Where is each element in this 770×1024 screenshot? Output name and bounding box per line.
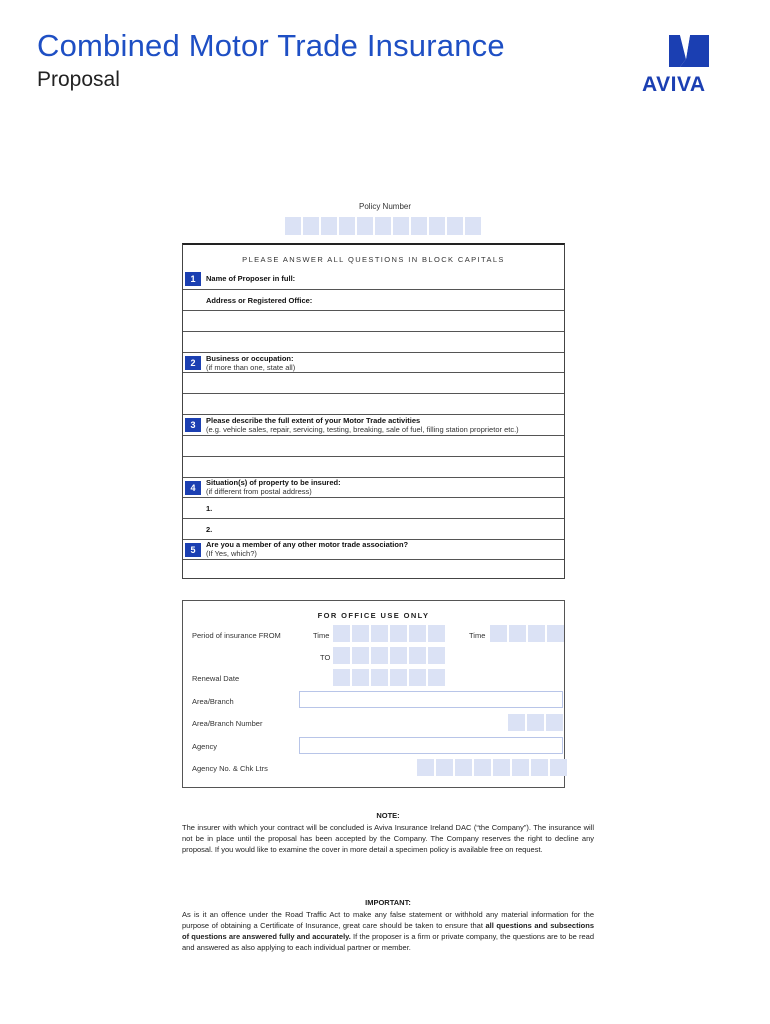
period-from-label: Period of insurance FROM bbox=[192, 631, 281, 640]
from-date-boxes[interactable] bbox=[333, 625, 445, 642]
renewal-date-label: Renewal Date bbox=[192, 674, 240, 683]
number-box[interactable] bbox=[550, 759, 567, 776]
date-box[interactable] bbox=[428, 625, 445, 642]
date-box[interactable] bbox=[371, 625, 388, 642]
number-box[interactable] bbox=[512, 759, 529, 776]
number-box[interactable] bbox=[531, 759, 548, 776]
question-4-hint: (if different from postal address) bbox=[206, 487, 312, 496]
date-box[interactable] bbox=[409, 647, 426, 664]
answer-line[interactable] bbox=[183, 435, 564, 436]
date-box[interactable] bbox=[409, 669, 426, 686]
number-box[interactable] bbox=[493, 759, 510, 776]
answer-line[interactable] bbox=[183, 456, 564, 457]
policy-number-box[interactable] bbox=[411, 217, 427, 235]
question-number-badge: 4 bbox=[185, 481, 201, 495]
proposal-form bbox=[182, 243, 565, 579]
area-branch-label: Area/Branch bbox=[192, 697, 234, 706]
time-boxes[interactable] bbox=[490, 625, 564, 642]
renewal-date-boxes[interactable] bbox=[333, 669, 445, 686]
date-box[interactable] bbox=[390, 625, 407, 642]
number-box[interactable] bbox=[417, 759, 434, 776]
answer-line[interactable] bbox=[183, 393, 564, 394]
date-box[interactable] bbox=[333, 625, 350, 642]
area-branch-field[interactable] bbox=[299, 691, 563, 708]
area-branch-number-label: Area/Branch Number bbox=[192, 719, 263, 728]
area-branch-number-boxes[interactable] bbox=[508, 714, 563, 731]
policy-number-boxes[interactable] bbox=[285, 217, 481, 235]
answer-line[interactable] bbox=[183, 559, 564, 560]
policy-number-box[interactable] bbox=[375, 217, 391, 235]
date-box[interactable] bbox=[390, 669, 407, 686]
date-box[interactable] bbox=[352, 625, 369, 642]
question-number-badge: 1 bbox=[185, 272, 201, 286]
number-box[interactable] bbox=[546, 714, 563, 731]
number-box[interactable] bbox=[474, 759, 491, 776]
policy-number-box[interactable] bbox=[465, 217, 481, 235]
policy-number-box[interactable] bbox=[429, 217, 445, 235]
agency-number-label: Agency No. & Chk Ltrs bbox=[192, 764, 268, 773]
address-label: Address or Registered Office: bbox=[206, 296, 313, 305]
page-title: Combined Motor Trade Insurance bbox=[37, 28, 505, 63]
important-text-end: If the proposer is a firm or private company, the questions are to be read and answered as also applying to each individual partner or member. bbox=[182, 932, 595, 952]
answer-line[interactable] bbox=[183, 331, 564, 332]
question-1-label: Name of Proposer in full: bbox=[206, 274, 296, 283]
question-5-hint: (If Yes, which?) bbox=[206, 549, 257, 558]
question-2-hint: (if more than one, state all) bbox=[206, 363, 296, 372]
number-box[interactable] bbox=[508, 714, 525, 731]
number-box[interactable] bbox=[455, 759, 472, 776]
question-number-badge: 2 bbox=[185, 356, 201, 370]
question-number-badge: 5 bbox=[185, 543, 201, 557]
answer-line[interactable] bbox=[183, 310, 564, 311]
date-box[interactable] bbox=[409, 625, 426, 642]
answer-line[interactable] bbox=[183, 289, 564, 290]
policy-number-box[interactable] bbox=[285, 217, 301, 235]
page-subtitle: Proposal bbox=[37, 68, 120, 91]
answer-line[interactable] bbox=[183, 352, 564, 353]
question-4-label: Situation(s) of property to be insured: bbox=[206, 478, 341, 487]
important-heading: IMPORTANT: bbox=[365, 898, 411, 907]
policy-number-box[interactable] bbox=[393, 217, 409, 235]
time-box[interactable] bbox=[528, 625, 545, 642]
question-3-label: Please describe the full extent of your Motor Trade activities bbox=[206, 416, 421, 425]
answer-line[interactable] bbox=[183, 414, 564, 415]
date-box[interactable] bbox=[333, 647, 350, 664]
policy-number-box[interactable] bbox=[339, 217, 355, 235]
date-box[interactable] bbox=[352, 669, 369, 686]
to-date-boxes[interactable] bbox=[333, 647, 445, 664]
number-box[interactable] bbox=[436, 759, 453, 776]
question-2-label: Business or occupation: bbox=[206, 354, 294, 363]
question-5-label: Are you a member of any other motor trade association? bbox=[206, 540, 409, 549]
date-box[interactable] bbox=[428, 647, 445, 664]
important-text-bold: all questions and subsections of questions are answered fully and accurately. bbox=[182, 921, 594, 941]
answer-line[interactable] bbox=[183, 518, 564, 519]
note-text: The insurer with which your contract will be concluded is Aviva Insurance Ireland DAC (“the Company”). The insurance will not be in place until the proposal has been accepted by the Company. The Company reserves the right to decline any proposal. If you would like to examine the cover in more detail a specimen policy is available free on request. bbox=[182, 823, 594, 854]
aviva-logo bbox=[640, 33, 738, 95]
date-box[interactable] bbox=[371, 669, 388, 686]
important-text bbox=[182, 909, 594, 953]
period-to-label: TO bbox=[320, 653, 331, 662]
number-box[interactable] bbox=[527, 714, 544, 731]
situation-item-1: 1. bbox=[206, 504, 213, 513]
aviva-logo-icon bbox=[667, 33, 711, 69]
agency-label: Agency bbox=[192, 742, 218, 751]
time-from-label: Time bbox=[313, 631, 330, 640]
policy-number-box[interactable] bbox=[321, 217, 337, 235]
agency-field[interactable] bbox=[299, 737, 563, 754]
important-text-start: As is it an offence under the Road Traffic Act to make any false statement or withhold any material information for the purpose of obtaining a Certificate of Insurance, great care should be taken to ensure that bbox=[182, 910, 594, 930]
date-box[interactable] bbox=[428, 669, 445, 686]
answer-line[interactable] bbox=[183, 497, 564, 498]
note-heading: NOTE: bbox=[376, 811, 400, 820]
answer-line[interactable] bbox=[183, 372, 564, 373]
date-box[interactable] bbox=[390, 647, 407, 664]
question-number-badge: 3 bbox=[185, 418, 201, 432]
form-heading: PLEASE ANSWER ALL QUESTIONS IN BLOCK CAPITALS bbox=[242, 255, 505, 264]
date-box[interactable] bbox=[333, 669, 350, 686]
aviva-logo-wordmark: AVIVA bbox=[642, 73, 706, 96]
policy-number-box[interactable] bbox=[357, 217, 373, 235]
question-3-hint: (e.g. vehicle sales, repair, servicing, testing, breaking, sale of fuel, filling station proprietor etc.) bbox=[206, 425, 519, 434]
policy-number-label: Policy Number bbox=[358, 202, 411, 211]
time-box[interactable] bbox=[509, 625, 526, 642]
time-to-label: Time bbox=[469, 631, 486, 640]
office-use-panel bbox=[182, 600, 565, 788]
date-box[interactable] bbox=[371, 647, 388, 664]
agency-number-boxes[interactable] bbox=[417, 759, 567, 776]
policy-number-box[interactable] bbox=[303, 217, 319, 235]
date-box[interactable] bbox=[352, 647, 369, 664]
time-box[interactable] bbox=[547, 625, 564, 642]
situation-item-2: 2. bbox=[206, 525, 213, 534]
policy-number-box[interactable] bbox=[447, 217, 463, 235]
time-box[interactable] bbox=[490, 625, 507, 642]
office-use-heading: FOR OFFICE USE ONLY bbox=[317, 611, 430, 620]
